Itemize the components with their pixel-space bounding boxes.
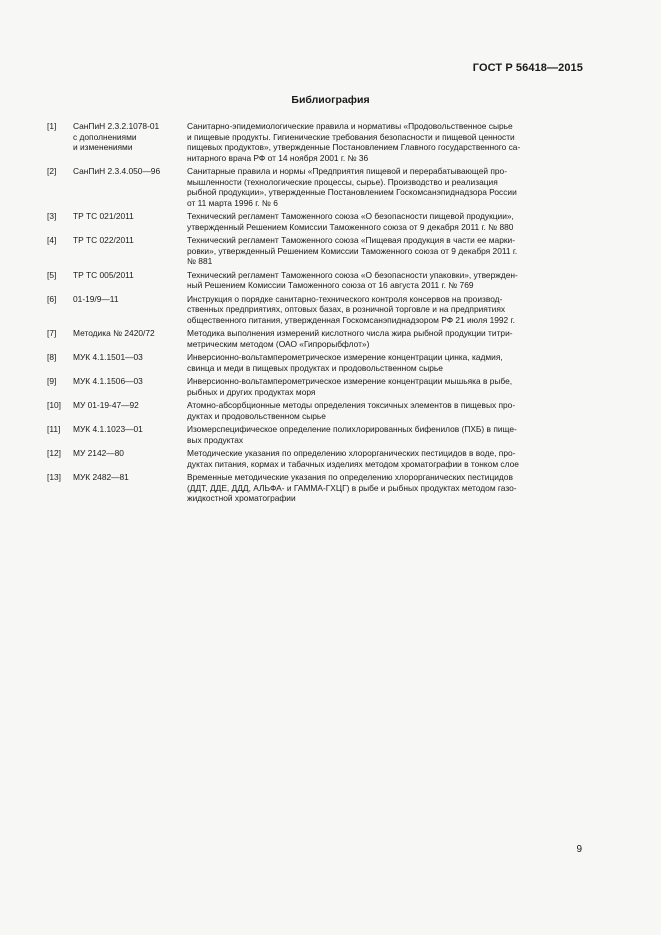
entry-description-line: и пищевые продукты. Гигиенические требования безопасности и пищевой ценности [187, 131, 515, 142]
entry-code-line: СанПиН 2.3.4.050—96 [73, 166, 161, 176]
entry-code-line: с дополнениями [73, 131, 137, 142]
entry-description [187, 270, 587, 291]
entry-description-line: ный Решением Комиссии Таможенного союза от 16 августа 2011 г. № 769 [187, 280, 474, 290]
entry-code [73, 166, 187, 177]
entry-code-line: МУ 01-19-47—92 [73, 400, 139, 410]
entry-number: [5] [47, 269, 57, 280]
entry-description [187, 472, 587, 504]
page-number: 9 [576, 844, 582, 855]
entry-description-line: Методика выполнения измерений кислотного числа жира рыбной продукции титри- [187, 328, 513, 338]
entry-number: [3] [47, 211, 57, 221]
section-title: Библиография [291, 94, 370, 106]
bibliography-entry [47, 400, 587, 421]
entry-code [73, 448, 187, 459]
bibliography-entry [47, 328, 587, 349]
entry-code [73, 328, 187, 339]
entry-description-line: Санитарно-эпидемиологические правила и нормативы «Продовольственное сырье [187, 121, 513, 131]
entry-code [73, 472, 187, 483]
entry-code-line: ТР ТС 022/2011 [73, 235, 134, 245]
entry-code-line: МУ 2142—80 [73, 448, 124, 458]
entry-description-line: рыбных и других продуктах моря [187, 386, 316, 397]
entry-number: [11] [47, 424, 61, 434]
entry-description-line: мышленности (технологические процессы, сырье). Производство и реализация [187, 176, 498, 187]
entry-number: [9] [47, 376, 57, 386]
entry-description [187, 235, 587, 267]
entry-code [73, 235, 187, 246]
entry-code [73, 121, 187, 153]
entry-description-line: вых продуктах [187, 434, 244, 445]
entry-description-line: Временные методические указания по определению хлорорганических пестицидов [187, 472, 513, 482]
entry-description-line: (ДДТ, ДДЕ, ДДД, АЛЬФА- и ГАММА-ГХЦГ) в рыбе и рыбных продуктах методом газо- [187, 482, 517, 493]
entry-description-line: Изомерспецифическое определение полихлорированных бифенилов (ПХБ) в пище- [187, 424, 517, 434]
entry-number: [13] [47, 472, 61, 482]
entry-description [187, 294, 587, 326]
bibliography-entry [47, 294, 587, 326]
entry-description [187, 211, 587, 232]
entry-description-line: жидкостной хроматографии [187, 493, 296, 503]
entry-description-line: утвержденный Решением Комиссии Таможенного союза от 9 декабря 2011 г. № 880 [187, 221, 514, 232]
entry-description [187, 376, 587, 397]
entry-description [187, 400, 587, 421]
entry-code [73, 376, 187, 387]
entry-code-line: МУК 4.1.1501—03 [73, 352, 143, 362]
entry-number: [4] [47, 235, 57, 245]
entry-number: [6] [47, 293, 57, 304]
entry-description [187, 121, 587, 163]
entry-code-line: МУК 4.1.1023—01 [73, 424, 143, 434]
bibliography-entry [47, 376, 587, 397]
entry-code-line: 01-19/9—11 [73, 293, 119, 304]
entry-description [187, 424, 587, 445]
entry-description-line: Санитарные правила и нормы «Предприятия пищевой и перерабатывающей про- [187, 166, 508, 176]
entry-description-line: рыбной продукции», утвержденные Постановлением Госкомсанэпиднадзора России [187, 187, 517, 197]
entry-code [73, 352, 187, 363]
entry-code-line: МУК 2482—81 [73, 472, 129, 482]
entry-description-line: Инверсионно-вольтамперометрическое измерение концентрации мышьяка в рыбе, [187, 376, 513, 386]
bibliography-list [47, 121, 587, 507]
entry-description-line: дуктах и продовольственном сырье [187, 410, 326, 421]
entry-code [73, 270, 187, 281]
entry-description-line: нитарного врача РФ от 14 ноября 2001 г. № 36 [187, 152, 369, 163]
entry-description-line: Методические указания по определению хлорорганических пестицидов в воде, про- [187, 448, 516, 458]
entry-number: [7] [47, 328, 57, 338]
entry-description-line: Инверсионно-вольтамперометрическое измерение концентрации цинка, кадмия, [187, 352, 503, 362]
entry-code-line: Методика № 2420/72 [73, 328, 155, 338]
entry-number: [10] [47, 400, 61, 410]
entry-description-line: ровки», утвержденный Решением Комиссии Таможенного союза от 9 декабря 2011 г. [187, 245, 518, 256]
entry-description-line: дуктах питания, кормах и табачных изделиях методом хроматографии в тонком слое [187, 458, 519, 469]
entry-code-line: МУК 4.1.1506—03 [73, 376, 143, 386]
entry-code [73, 424, 187, 435]
entry-description [187, 328, 587, 349]
entry-description-line: пищевых продуктов», утвержденные Постановлением Главного государственного са- [187, 142, 521, 152]
entry-code [73, 211, 187, 222]
entry-description-line: от 11 марта 1996 г. № 6 [187, 197, 278, 208]
entry-description-line: общественного питания, утвержденная Госкомсанэпиднадзором РФ 21 июля 1992 г. [187, 314, 515, 325]
entry-number: [12] [47, 448, 61, 458]
entry-description-line: Технический регламент Таможенного союза «О безопасности упаковки», утвержден- [187, 269, 518, 280]
bibliography-entry [47, 424, 587, 445]
bibliography-entry [47, 235, 587, 267]
entry-description-line: № 881 [187, 256, 213, 266]
entry-code-line: ТР ТС 021/2011 [73, 211, 134, 221]
document-code: ГОСТ Р 56418—2015 [472, 62, 583, 74]
bibliography-entry [47, 472, 587, 504]
entry-number: [2] [47, 166, 57, 176]
bibliography-entry [47, 121, 587, 163]
entry-code [73, 400, 187, 411]
entry-description [187, 166, 587, 208]
bibliography-entry [47, 211, 587, 232]
entry-code [73, 294, 187, 305]
bibliography-entry [47, 352, 587, 373]
entry-code-line: и изменениями [73, 142, 133, 152]
entry-description-line: ственных предприятиях, оптовых базах, в розничной торговле и на предприятиях [187, 304, 506, 314]
bibliography-entry [47, 448, 587, 469]
entry-code-line: СанПиН 2.3.2.1078-01 [73, 121, 160, 131]
entry-description-line: Технический регламент Таможенного союза «О безопасности пищевой продукции», [187, 211, 514, 221]
entry-code-line: ТР ТС 005/2011 [73, 269, 134, 280]
entry-description-line: Атомно-абсорбционные методы определения токсичных элементов в пищевых про- [187, 400, 516, 410]
entry-number: [8] [47, 352, 57, 362]
bibliography-entry [47, 166, 587, 208]
entry-description-line: Технический регламент Таможенного союза «Пищевая продукция в части ее марки- [187, 235, 515, 245]
entry-description-line: метрическим методом (ОАО «Гипрорыбфлот») [187, 338, 370, 349]
bibliography-entry [47, 270, 587, 291]
entry-description-line: Инструкция о порядке санитарно-технического контроля консервов на производ- [187, 293, 503, 304]
entry-number: [1] [47, 121, 57, 131]
entry-description [187, 448, 587, 469]
entry-description [187, 352, 587, 373]
entry-description-line: свинца и меди в пищевых продуктах и продовольственном сырье [187, 362, 443, 373]
